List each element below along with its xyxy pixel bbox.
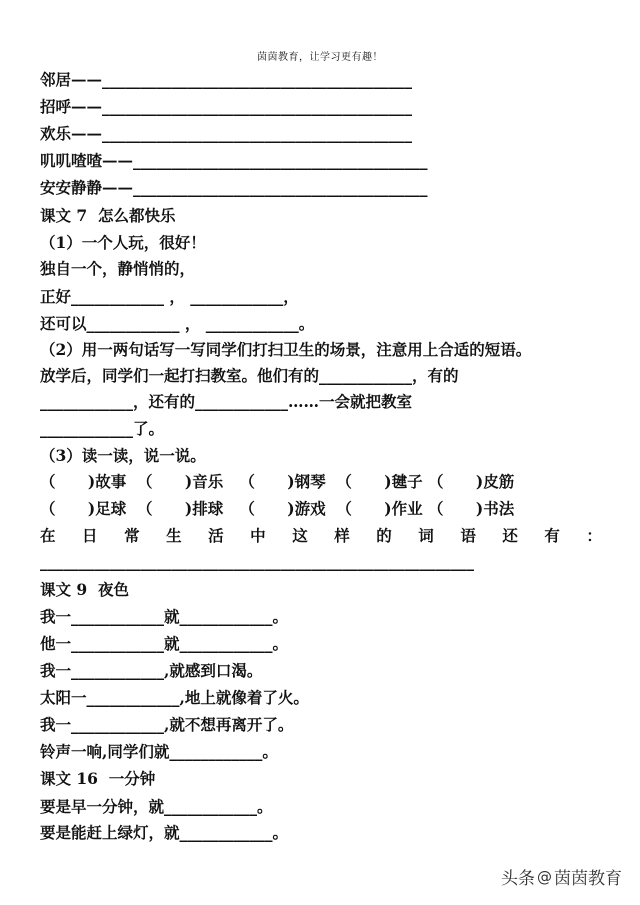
lesson-9-line5: 我一____________,就不想再离开了。: [40, 715, 294, 734]
lesson-7-q3-answer-blank: ________________________________________________________: [40, 552, 474, 571]
at-icon: @: [537, 867, 552, 886]
lesson-9-line1: 我一____________就____________。: [40, 607, 289, 626]
vocab-line-chirp: 叽叽喳喳——______________________________________: [40, 151, 428, 170]
watermark-prefix: 头条: [501, 869, 535, 889]
prompt-char: 日: [82, 526, 98, 545]
lesson-7-q3-row2: （ )足球 （ )排球 （ )游戏 （ )作业 （ )书法: [40, 499, 515, 518]
prompt-char: 的: [376, 526, 392, 545]
lesson-7-title: 课文 7 怎么都快乐: [40, 206, 176, 225]
vocab-line-neighbor: 邻居——________________________________________: [40, 70, 413, 89]
lesson-16-title: 课文 16 一分钟: [40, 769, 156, 788]
lesson-7-q1-line1: 独自一个，静悄悄的，: [40, 259, 196, 278]
prompt-char: 中: [250, 526, 266, 545]
prompt-char: 活: [208, 526, 224, 545]
lesson-7-q2-line2: ____________，还有的____________……一会就把教室: [40, 392, 413, 411]
lesson-16-line1: 要是早一分钟，就____________。: [40, 797, 273, 816]
prompt-char: 还: [502, 526, 518, 545]
vocab-line-joy: 欢乐——________________________________________: [40, 124, 413, 143]
lesson-9-line3: 我一____________,就感到口渴。: [40, 661, 263, 680]
prompt-char: 常: [124, 526, 140, 545]
prompt-char: ：: [586, 526, 602, 545]
lesson-7-q1: （1）一个人玩，很好！: [40, 233, 206, 252]
prompt-char: 词: [418, 526, 434, 545]
prompt-char: 生: [166, 526, 182, 545]
page-header: 茵茵教育，让学习更有趣！: [257, 52, 383, 63]
vocab-line-quiet: 安安静静——______________________________________: [40, 178, 428, 197]
lesson-7-q2-line1: 放学后，同学们一起打扫教室。他们有的____________，有的: [40, 366, 459, 385]
lesson-7-q1-line3: 还可以____________ ， ____________。: [40, 314, 315, 333]
lesson-9-line6: 铃声一响,同学们就____________。: [40, 742, 278, 761]
lesson-7-q3-row1: （ )故事 （ )音乐 （ )钢琴 （ )毽子 （ )皮筋: [40, 472, 515, 491]
prompt-char: 样: [334, 526, 350, 545]
watermark-name: 茵茵教育: [554, 869, 622, 889]
lesson-16-line2: 要是能赶上绿灯，就____________。: [40, 823, 289, 842]
lesson-7-q3-prompt: [40, 526, 602, 546]
prompt-char: 有: [544, 526, 560, 545]
lesson-9-line2: 他一____________就____________。: [40, 634, 289, 653]
lesson-7-q2: （2）用一两句话写一写同学们打扫卫生的场景，注意用上合适的短语。: [40, 340, 532, 359]
prompt-char: 在: [40, 526, 56, 545]
lesson-7-q1-line2: 正好____________ ， ____________，: [40, 287, 299, 306]
watermark: [501, 864, 622, 889]
lesson-9-line4: 太阳一____________,地上就像着了火。: [40, 688, 309, 707]
lesson-7-q3: （3）读一读，说一说。: [40, 446, 206, 465]
prompt-char: 语: [460, 526, 476, 545]
lesson-7-q2-line3: ____________了。: [40, 419, 165, 438]
vocab-line-greet: 招呼——________________________________________: [40, 97, 413, 116]
lesson-9-title: 课文 9 夜色: [40, 580, 129, 599]
prompt-char: 这: [292, 526, 308, 545]
